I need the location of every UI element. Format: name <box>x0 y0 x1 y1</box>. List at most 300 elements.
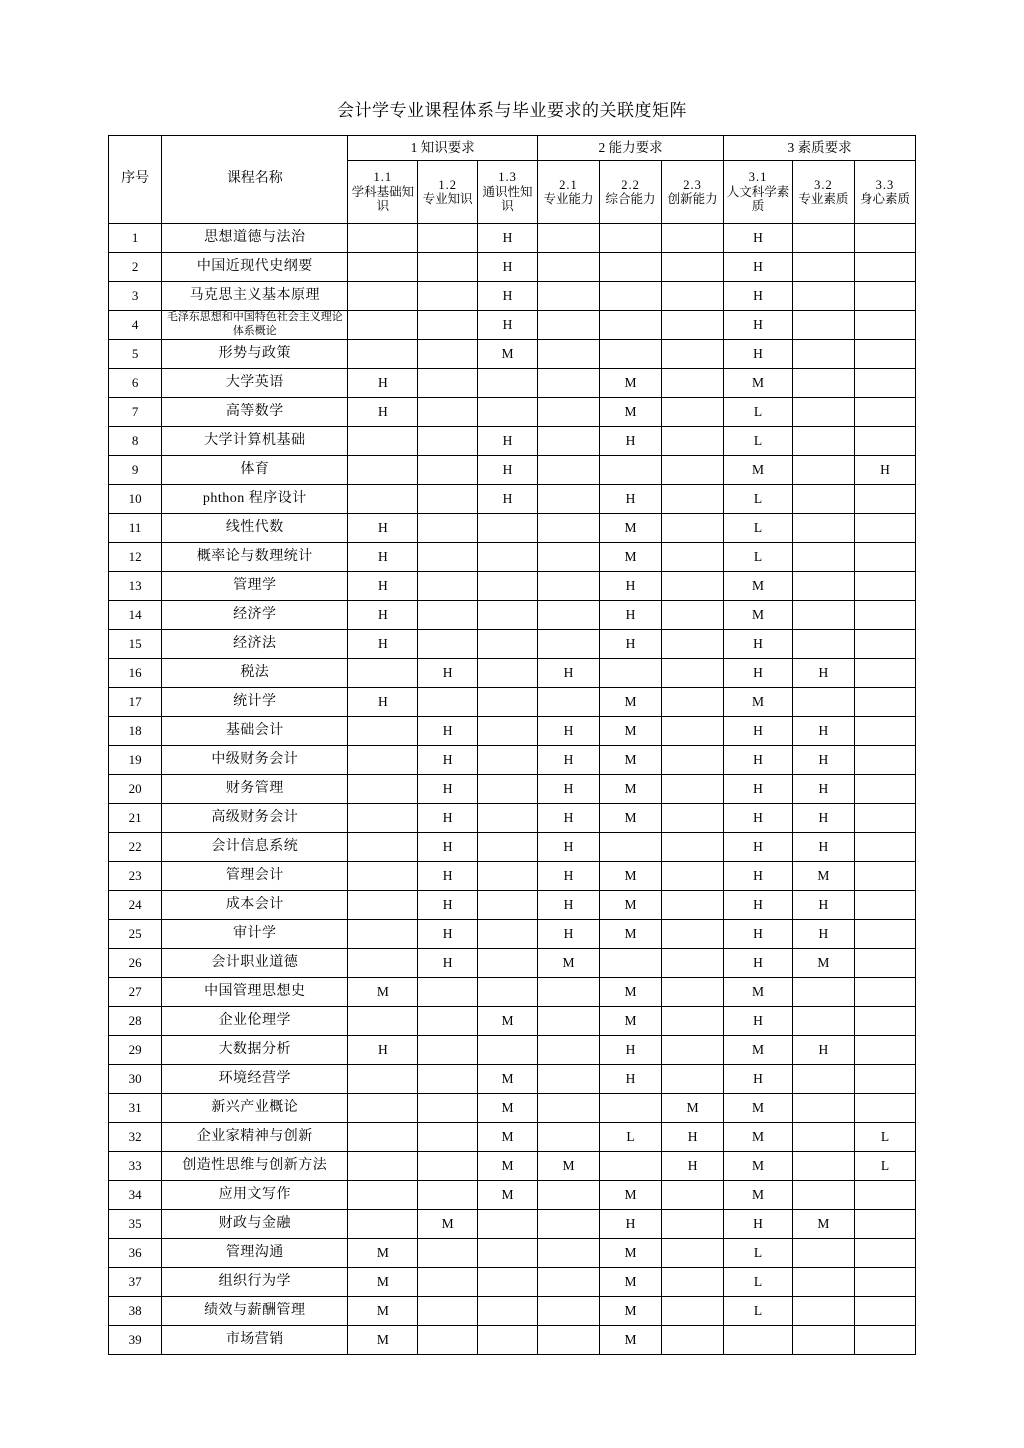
matrix-cell: H <box>792 1036 854 1065</box>
matrix-cell: M <box>724 601 793 630</box>
matrix-cell: H <box>854 456 915 485</box>
table-row <box>109 949 916 978</box>
matrix-cell: H <box>724 775 793 804</box>
row-index: 21 <box>109 804 162 833</box>
row-index: 20 <box>109 775 162 804</box>
matrix-cell <box>792 978 854 1007</box>
matrix-cell: M <box>724 1181 793 1210</box>
matrix-cell <box>478 572 538 601</box>
matrix-cell <box>662 833 724 862</box>
row-index: 9 <box>109 456 162 485</box>
matrix-cell <box>854 253 915 282</box>
matrix-cell <box>418 1065 478 1094</box>
column-number-3-2: 3.2 <box>814 177 833 192</box>
matrix-cell: H <box>792 833 854 862</box>
matrix-cell <box>854 369 915 398</box>
course-name-cell: 体育 <box>162 456 348 485</box>
column-number-2-3: 2.3 <box>683 177 702 192</box>
matrix-cell <box>662 427 724 456</box>
matrix-cell <box>600 253 662 282</box>
row-index: 35 <box>109 1210 162 1239</box>
row-index: 26 <box>109 949 162 978</box>
matrix-cell <box>854 862 915 891</box>
matrix-cell: M <box>600 1268 662 1297</box>
matrix-cell <box>854 1094 915 1123</box>
matrix-cell <box>348 659 418 688</box>
matrix-cell <box>418 688 478 717</box>
table-row <box>109 1181 916 1210</box>
table-row <box>109 311 916 340</box>
column-number-2-2: 2.2 <box>621 177 640 192</box>
matrix-cell: H <box>348 543 418 572</box>
row-index: 5 <box>109 340 162 369</box>
matrix-cell <box>418 978 478 1007</box>
matrix-cell: H <box>600 601 662 630</box>
matrix-cell <box>792 1239 854 1268</box>
matrix-cell <box>662 1297 724 1326</box>
matrix-cell: M <box>600 746 662 775</box>
row-index: 7 <box>109 398 162 427</box>
matrix-cell <box>792 1326 854 1355</box>
matrix-cell <box>537 456 599 485</box>
course-name-cell: 组织行为学 <box>162 1268 348 1297</box>
matrix-cell <box>537 1007 599 1036</box>
matrix-cell: H <box>724 630 793 659</box>
matrix-cell <box>600 456 662 485</box>
matrix-cell <box>418 369 478 398</box>
matrix-cell <box>662 1239 724 1268</box>
matrix-cell <box>348 224 418 253</box>
matrix-cell: M <box>600 688 662 717</box>
table-row <box>109 746 916 775</box>
matrix-cell: M <box>478 340 538 369</box>
matrix-cell: H <box>348 688 418 717</box>
matrix-cell: H <box>348 630 418 659</box>
matrix-cell <box>600 311 662 340</box>
row-index: 34 <box>109 1181 162 1210</box>
matrix-cell <box>478 891 538 920</box>
matrix-cell: M <box>348 1326 418 1355</box>
matrix-cell <box>662 398 724 427</box>
matrix-cell <box>792 1094 854 1123</box>
matrix-cell: M <box>478 1181 538 1210</box>
matrix-cell <box>478 1297 538 1326</box>
table-row <box>109 1065 916 1094</box>
column-header-2-2 <box>600 161 662 224</box>
matrix-cell <box>662 369 724 398</box>
matrix-cell <box>662 1268 724 1297</box>
matrix-cell: M <box>600 1326 662 1355</box>
row-index: 19 <box>109 746 162 775</box>
matrix-cell <box>478 746 538 775</box>
matrix-cell <box>662 1065 724 1094</box>
matrix-cell <box>662 920 724 949</box>
matrix-cell: H <box>348 1036 418 1065</box>
matrix-cell <box>537 601 599 630</box>
matrix-cell: H <box>418 920 478 949</box>
table-row <box>109 1210 916 1239</box>
matrix-cell <box>662 1326 724 1355</box>
matrix-cell: H <box>792 920 854 949</box>
matrix-cell <box>792 572 854 601</box>
matrix-cell: H <box>348 572 418 601</box>
matrix-cell <box>348 1181 418 1210</box>
table-row <box>109 1268 916 1297</box>
matrix-cell <box>854 1210 915 1239</box>
row-index: 10 <box>109 485 162 514</box>
matrix-cell <box>662 1007 724 1036</box>
matrix-cell <box>418 630 478 659</box>
matrix-cell: M <box>600 1007 662 1036</box>
matrix-cell <box>792 253 854 282</box>
course-name-cell: 形势与政策 <box>162 340 348 369</box>
matrix-cell <box>792 1065 854 1094</box>
row-index: 13 <box>109 572 162 601</box>
matrix-cell <box>418 572 478 601</box>
matrix-cell <box>662 543 724 572</box>
matrix-cell <box>537 1268 599 1297</box>
matrix-cell <box>478 978 538 1007</box>
matrix-cell <box>792 369 854 398</box>
matrix-cell <box>854 920 915 949</box>
matrix-cell <box>348 920 418 949</box>
matrix-cell: H <box>724 282 793 311</box>
matrix-cell <box>792 1152 854 1181</box>
row-index: 29 <box>109 1036 162 1065</box>
matrix-cell: L <box>854 1152 915 1181</box>
matrix-cell: H <box>478 427 538 456</box>
matrix-cell <box>418 1268 478 1297</box>
column-number-1-1: 1.1 <box>373 170 393 185</box>
matrix-cell: M <box>600 891 662 920</box>
table-row <box>109 804 916 833</box>
row-index: 4 <box>109 311 162 340</box>
course-name-cell: 马克思主义基本原理 <box>162 282 348 311</box>
matrix-cell: M <box>418 1210 478 1239</box>
matrix-cell <box>854 340 915 369</box>
matrix-cell <box>662 601 724 630</box>
matrix-cell <box>418 1123 478 1152</box>
course-name-cell: 经济学 <box>162 601 348 630</box>
matrix-cell <box>537 1123 599 1152</box>
matrix-cell: H <box>792 659 854 688</box>
matrix-cell: H <box>600 1210 662 1239</box>
matrix-cell <box>418 224 478 253</box>
matrix-cell <box>854 804 915 833</box>
matrix-cell <box>662 630 724 659</box>
matrix-cell <box>854 514 915 543</box>
matrix-cell <box>478 1239 538 1268</box>
matrix-cell: H <box>418 804 478 833</box>
table-row <box>109 369 916 398</box>
matrix-cell: H <box>600 630 662 659</box>
row-index: 27 <box>109 978 162 1007</box>
matrix-cell <box>418 398 478 427</box>
matrix-cell <box>792 1123 854 1152</box>
matrix-cell <box>854 398 915 427</box>
course-name-cell: 财政与金融 <box>162 1210 348 1239</box>
matrix-cell: H <box>600 1036 662 1065</box>
matrix-cell <box>478 717 538 746</box>
matrix-cell <box>348 804 418 833</box>
table-row <box>109 1297 916 1326</box>
table-row <box>109 1239 916 1268</box>
matrix-cell: H <box>418 833 478 862</box>
table-row <box>109 1152 916 1181</box>
matrix-cell: M <box>348 1268 418 1297</box>
table-row <box>109 1007 916 1036</box>
matrix-cell: M <box>478 1007 538 1036</box>
matrix-cell <box>792 224 854 253</box>
matrix-cell: M <box>600 398 662 427</box>
matrix-cell <box>854 224 915 253</box>
matrix-cell: M <box>348 978 418 1007</box>
matrix-cell: H <box>537 717 599 746</box>
matrix-cell: H <box>600 485 662 514</box>
course-name-cell: 环境经营学 <box>162 1065 348 1094</box>
matrix-cell <box>348 340 418 369</box>
matrix-cell: H <box>537 833 599 862</box>
row-index: 36 <box>109 1239 162 1268</box>
matrix-cell: H <box>724 311 793 340</box>
header-index: 序号 <box>109 136 162 224</box>
matrix-cell <box>854 1239 915 1268</box>
matrix-cell: M <box>600 920 662 949</box>
matrix-cell: H <box>600 572 662 601</box>
row-index: 23 <box>109 862 162 891</box>
matrix-cell <box>854 1007 915 1036</box>
matrix-cell: H <box>478 456 538 485</box>
matrix-cell <box>537 224 599 253</box>
matrix-cell: H <box>348 398 418 427</box>
matrix-cell <box>662 949 724 978</box>
matrix-cell <box>418 1094 478 1123</box>
matrix-cell <box>418 601 478 630</box>
matrix-cell <box>854 1036 915 1065</box>
matrix-cell <box>348 775 418 804</box>
matrix-cell: M <box>537 949 599 978</box>
course-name-cell: phthon 程序设计 <box>162 485 348 514</box>
table-row <box>109 398 916 427</box>
matrix-cell <box>418 282 478 311</box>
matrix-cell <box>600 1094 662 1123</box>
column-label-1-3: 通识性知识 <box>482 184 533 214</box>
matrix-cell: H <box>662 1123 724 1152</box>
matrix-cell <box>854 891 915 920</box>
matrix-cell <box>600 224 662 253</box>
matrix-cell <box>662 717 724 746</box>
table-row <box>109 601 916 630</box>
matrix-cell <box>478 398 538 427</box>
matrix-cell <box>792 688 854 717</box>
matrix-cell: M <box>724 1036 793 1065</box>
matrix-cell <box>537 253 599 282</box>
matrix-cell <box>418 1036 478 1065</box>
matrix-cell: M <box>348 1297 418 1326</box>
matrix-cell <box>348 253 418 282</box>
matrix-cell: H <box>537 804 599 833</box>
course-name-cell: 税法 <box>162 659 348 688</box>
matrix-cell <box>348 311 418 340</box>
matrix-cell <box>418 1297 478 1326</box>
matrix-cell <box>600 949 662 978</box>
matrix-cell <box>478 543 538 572</box>
matrix-cell: M <box>600 1297 662 1326</box>
matrix-cell: H <box>418 659 478 688</box>
row-index: 2 <box>109 253 162 282</box>
column-number-2-1: 2.1 <box>559 177 578 192</box>
course-name-cell: 统计学 <box>162 688 348 717</box>
matrix-cell <box>854 630 915 659</box>
table-row <box>109 630 916 659</box>
matrix-cell: L <box>724 485 793 514</box>
matrix-cell <box>348 833 418 862</box>
matrix-cell: M <box>792 862 854 891</box>
matrix-cell <box>600 340 662 369</box>
matrix-cell: M <box>724 978 793 1007</box>
matrix-cell <box>418 427 478 456</box>
matrix-cell <box>792 543 854 572</box>
table-row <box>109 456 916 485</box>
matrix-cell <box>478 775 538 804</box>
matrix-cell: L <box>600 1123 662 1152</box>
matrix-cell: H <box>724 949 793 978</box>
matrix-cell <box>418 340 478 369</box>
column-label-3-1: 人文科学素质 <box>726 184 790 214</box>
row-index: 25 <box>109 920 162 949</box>
group-header-knowledge: 1 知识要求 <box>348 136 538 161</box>
matrix-cell <box>537 369 599 398</box>
matrix-cell: M <box>600 1181 662 1210</box>
matrix-cell <box>724 1326 793 1355</box>
row-index: 8 <box>109 427 162 456</box>
matrix-cell: L <box>724 1297 793 1326</box>
matrix-cell <box>537 1036 599 1065</box>
matrix-cell <box>792 630 854 659</box>
matrix-cell <box>854 282 915 311</box>
matrix-cell <box>662 224 724 253</box>
matrix-cell <box>792 311 854 340</box>
matrix-cell <box>478 1036 538 1065</box>
column-header-2-1 <box>537 161 599 224</box>
row-index: 18 <box>109 717 162 746</box>
matrix-cell: M <box>724 456 793 485</box>
matrix-cell <box>792 1007 854 1036</box>
matrix-cell <box>662 804 724 833</box>
matrix-cell <box>478 369 538 398</box>
matrix-cell <box>478 1210 538 1239</box>
matrix-cell <box>478 630 538 659</box>
matrix-cell <box>537 311 599 340</box>
course-name-cell: 会计职业道德 <box>162 949 348 978</box>
course-name-cell: 绩效与薪酬管理 <box>162 1297 348 1326</box>
matrix-cell: M <box>600 1239 662 1268</box>
matrix-cell: H <box>418 746 478 775</box>
matrix-cell: L <box>724 543 793 572</box>
table-row <box>109 543 916 572</box>
row-index: 38 <box>109 1297 162 1326</box>
table-row <box>109 1326 916 1355</box>
matrix-cell: M <box>724 1152 793 1181</box>
row-index: 11 <box>109 514 162 543</box>
matrix-cell: M <box>348 1239 418 1268</box>
matrix-cell <box>537 1181 599 1210</box>
matrix-cell <box>537 630 599 659</box>
matrix-cell <box>662 746 724 775</box>
matrix-cell <box>662 572 724 601</box>
matrix-cell <box>854 775 915 804</box>
matrix-cell <box>537 427 599 456</box>
matrix-cell <box>418 1007 478 1036</box>
matrix-cell <box>662 514 724 543</box>
matrix-cell: H <box>537 891 599 920</box>
matrix-cell <box>854 717 915 746</box>
matrix-cell: H <box>418 775 478 804</box>
table-row <box>109 891 916 920</box>
matrix-cell <box>537 282 599 311</box>
course-name-cell: 成本会计 <box>162 891 348 920</box>
matrix-cell: M <box>478 1123 538 1152</box>
matrix-cell <box>662 978 724 1007</box>
matrix-cell <box>418 1152 478 1181</box>
table-row <box>109 514 916 543</box>
matrix-cell <box>854 978 915 1007</box>
matrix-cell <box>418 1181 478 1210</box>
matrix-cell: M <box>724 572 793 601</box>
column-label-1-2: 专业知识 <box>422 192 473 206</box>
course-name-cell: 高等数学 <box>162 398 348 427</box>
row-index: 24 <box>109 891 162 920</box>
matrix-cell: H <box>724 1007 793 1036</box>
column-header-2-3 <box>662 161 724 224</box>
matrix-cell: M <box>600 514 662 543</box>
course-name-cell: 管理学 <box>162 572 348 601</box>
matrix-cell <box>348 1123 418 1152</box>
table-row <box>109 688 916 717</box>
table-row <box>109 717 916 746</box>
matrix-cell <box>662 1210 724 1239</box>
matrix-cell: H <box>478 253 538 282</box>
matrix-cell: H <box>600 427 662 456</box>
table-body <box>109 224 916 1355</box>
matrix-cell: H <box>478 224 538 253</box>
matrix-cell <box>348 485 418 514</box>
matrix-cell: M <box>792 1210 854 1239</box>
matrix-cell <box>792 1268 854 1297</box>
matrix-cell <box>792 398 854 427</box>
matrix-cell <box>478 514 538 543</box>
matrix-cell: H <box>478 485 538 514</box>
matrix-cell: H <box>600 1065 662 1094</box>
matrix-cell <box>478 949 538 978</box>
matrix-cell: H <box>537 862 599 891</box>
page-title: 会计学专业课程体系与毕业要求的关联度矩阵 <box>337 101 687 120</box>
matrix-cell <box>600 1152 662 1181</box>
matrix-cell <box>537 543 599 572</box>
column-header-1-1 <box>348 161 418 224</box>
matrix-cell <box>854 601 915 630</box>
table-row <box>109 978 916 1007</box>
course-name-cell: 企业家精神与创新 <box>162 1123 348 1152</box>
matrix-cell <box>662 1036 724 1065</box>
matrix-cell <box>792 340 854 369</box>
course-name-cell: 基础会计 <box>162 717 348 746</box>
matrix-cell <box>537 398 599 427</box>
matrix-cell <box>478 659 538 688</box>
matrix-cell <box>792 1297 854 1326</box>
course-name-cell: 创造性思维与创新方法 <box>162 1152 348 1181</box>
matrix-cell <box>348 891 418 920</box>
